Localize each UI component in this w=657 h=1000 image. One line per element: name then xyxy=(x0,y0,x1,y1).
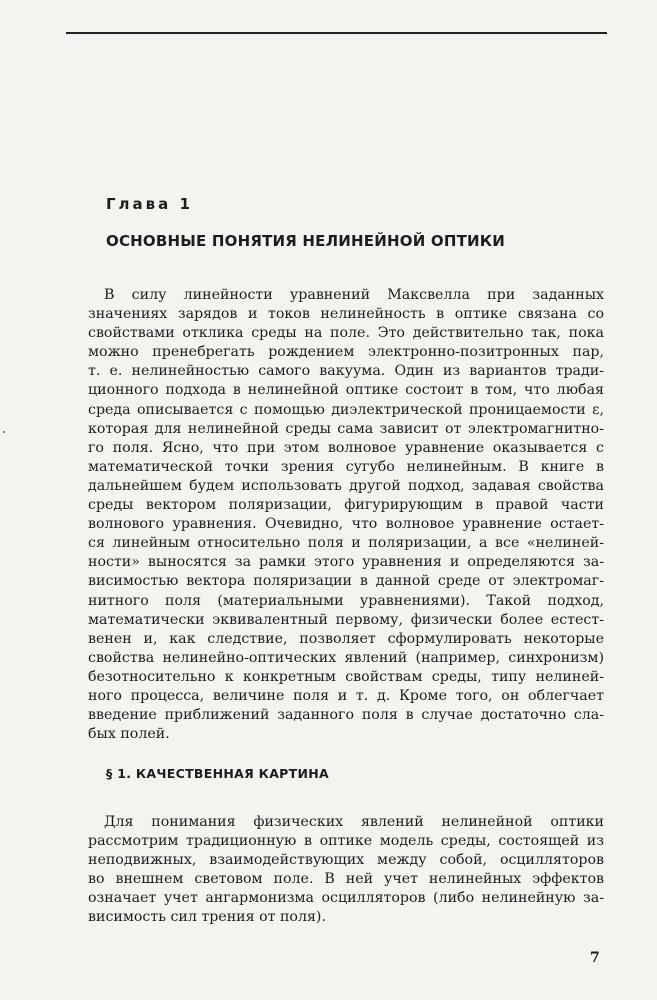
paragraph-intro xyxy=(88,286,604,744)
text-line: венен и, как следствие, позволяет сформулировать некоторые xyxy=(88,630,604,647)
text-line: висимостью вектора поляризации в данной среде от электромаг- xyxy=(88,573,604,590)
text-line: введение приближений заданного поля в случае достаточно сла- xyxy=(88,707,604,724)
text-line: ности» выносятся за рамки этого уравнения и определяются за- xyxy=(88,554,604,571)
text-line: математической точки зрения сугубо нелинейным. В книге в xyxy=(88,458,604,475)
text-line: волнового уравнения. Очевидно, что волновое уравнение остает- xyxy=(88,516,604,533)
text-line: свойствами отклика среды на поле. Это действительно так, пока xyxy=(88,325,604,342)
text-line: во внешнем световом поле. В ней учет нелинейных эффектов xyxy=(88,871,604,888)
text-line: го поля. Ясно, что при этом волновое уравнение оказывается с xyxy=(88,439,604,456)
text-line: висимость сил трения от поля). xyxy=(88,909,326,926)
text-line: свойства нелинейно-оптических явлений (например, синхронизм) xyxy=(88,649,604,666)
text-line: значениях зарядов и токов нелинейность в оптике связана со xyxy=(88,306,604,323)
text-line: т. е. нелинейностью самого вакуума. Один из вариантов тради- xyxy=(88,363,604,380)
text-line: ся линейным относительно поля и поляризации, а все «нелиней- xyxy=(88,535,604,552)
text-line: означает учет ангармонизма осцилляторов (либо нелинейную за- xyxy=(88,890,604,907)
text-line: В силу линейности уравнений Максвелла при заданных xyxy=(104,287,604,303)
chapter-title: ОСНОВНЫЕ ПОНЯТИЯ НЕЛИНЕЙНОЙ ОПТИКИ xyxy=(106,232,505,250)
text-line: среды вектором поляризации, фигурирующим в правой части xyxy=(88,497,604,514)
scan-speck xyxy=(3,431,5,433)
text-line: бых полей. xyxy=(88,726,170,743)
paragraph-qualitative xyxy=(88,813,604,928)
header-rule xyxy=(66,32,607,34)
text-line: среда описывается с помощью диэлектрической проницаемости ε, xyxy=(88,401,604,418)
text-line: дальнейшем будем использовать другой подход, задавая свойства xyxy=(88,477,604,494)
text-line: которая для нелинейной среды сама зависит от электромагнитно- xyxy=(88,420,604,437)
text-line: неподвижных, взаимодействующих между собой, осцилляторов xyxy=(88,852,604,869)
text-line: ционного подхода в нелинейной оптике состоит в том, что любая xyxy=(88,382,604,399)
page-number: 7 xyxy=(590,950,600,966)
section-heading: § 1. КАЧЕСТВЕННАЯ КАРТИНА xyxy=(106,766,329,781)
text-line: нитного поля (материальными уравнениями). Такой подход, xyxy=(88,592,604,609)
text-line: ного процесса, величине поля и т. д. Кроме того, он облегчает xyxy=(88,687,604,704)
text-line: можно пренебрегать рождением электронно-позитронных пар, xyxy=(88,344,604,361)
text-line: Для понимания физических явлений нелинейной оптики xyxy=(104,814,604,830)
text-line: безотносительно к конкретным свойствам среды, типу нелиней- xyxy=(88,668,604,685)
text-line: рассмотрим традиционную в оптике модель среды, состоящей из xyxy=(88,833,604,850)
chapter-label: Глава 1 xyxy=(106,195,193,213)
text-line: математически эквивалентный первому, физически более естест- xyxy=(88,611,604,628)
